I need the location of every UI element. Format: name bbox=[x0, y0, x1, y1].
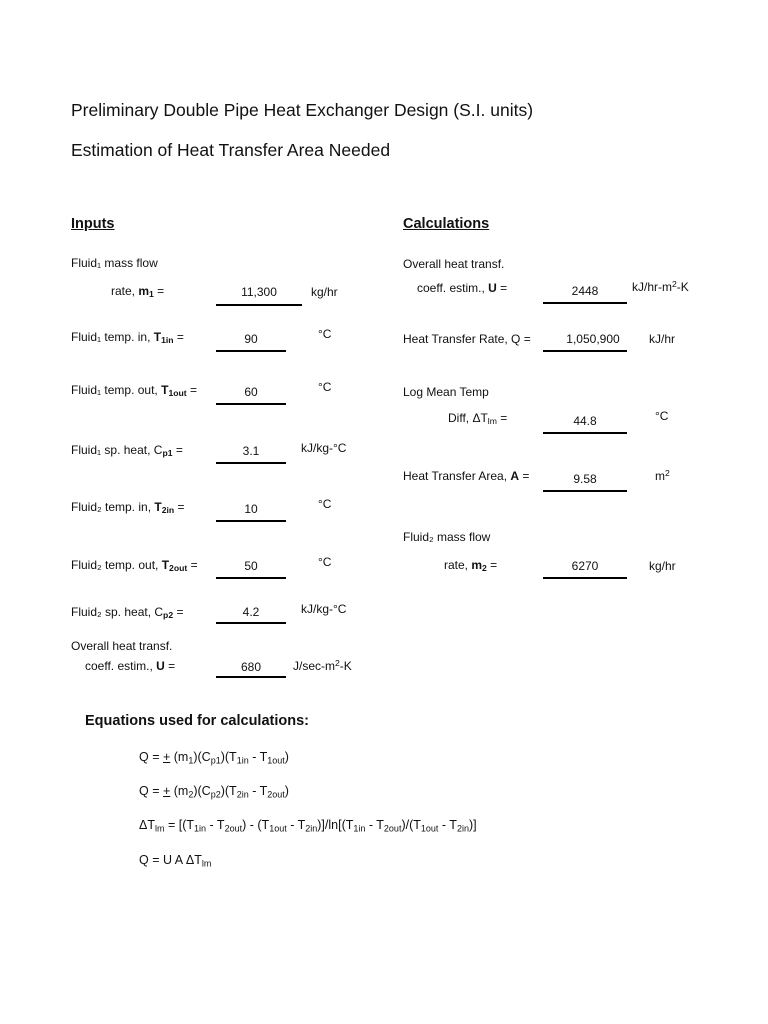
calc-lmtd-unit: °C bbox=[655, 409, 669, 423]
input-u-underline bbox=[216, 676, 286, 678]
input-m1-unit: kg/hr bbox=[311, 285, 338, 299]
calc-m2-label: rate, $m_2$ = bbox=[444, 558, 498, 574]
input-cp1-unit: kJ/kg-°C bbox=[301, 441, 347, 455]
calc-a-unit: $m^2$ bbox=[655, 468, 670, 483]
input-t2in-unit: °C bbox=[318, 497, 332, 511]
equations-heading: Equations used for calculations: bbox=[85, 713, 309, 729]
calc-m2-label-line1: Fluid₂ mass flow bbox=[403, 530, 491, 544]
input-m1-underline bbox=[216, 304, 302, 306]
input-cp1-label: Fluid₁ sp. heat, $C_{p1}$ = bbox=[71, 443, 183, 459]
calc-lmtd-value: 44.8 bbox=[573, 414, 597, 428]
input-cp2-label: Fluid₂ sp. heat, $C_{p2}$ = bbox=[71, 605, 184, 621]
input-t1out-underline bbox=[216, 403, 286, 405]
calc-q-label: Heat Transfer Rate, Q = bbox=[403, 332, 531, 346]
input-t2in-label: Fluid₂ temp. in, $T_{2in}$ = bbox=[71, 500, 185, 516]
input-t2out-unit: °C bbox=[318, 555, 332, 569]
input-t2out-value: 50 bbox=[244, 559, 258, 573]
page-title: Preliminary Double Pipe Heat Exchanger Design (S.I. units) bbox=[71, 100, 534, 120]
input-t1out-value: 60 bbox=[244, 385, 258, 399]
input-cp2-value: 4.2 bbox=[242, 605, 260, 619]
calc-a-label: Heat Transfer Area, A = bbox=[403, 469, 530, 483]
input-t1in-unit: °C bbox=[318, 327, 332, 341]
input-t2in-value: 10 bbox=[244, 502, 258, 516]
equation-3: $\Delta T_{lm} = [(T_{1in} - T_{2out}) - (T_{1out} - T_{2in})]/\ln[(T_{1in} - T_{2out})/(T_{1out} - T_{2in})]$ bbox=[139, 818, 477, 834]
input-u-label: coeff. estim., U = bbox=[85, 659, 176, 673]
calc-lmtd-underline bbox=[543, 432, 627, 434]
input-t1in-label: Fluid₁ temp. in, $T_{1in}$ = bbox=[71, 330, 184, 346]
page-subtitle: Estimation of Heat Transfer Area Needed bbox=[71, 140, 391, 160]
input-t1in-underline bbox=[216, 350, 286, 352]
calc-lmtd-label-line1: Log Mean Temp bbox=[403, 385, 489, 399]
calc-u-label-line1: Overall heat transf. bbox=[403, 257, 505, 271]
calc-u-underline bbox=[543, 302, 627, 304]
calc-q-unit: kJ/hr bbox=[649, 332, 676, 346]
calc-m2-unit: kg/hr bbox=[649, 559, 676, 573]
input-m1-label-line1: Fluid₁ mass flow bbox=[71, 256, 158, 270]
input-t1out-label: Fluid₁ temp. out, $T_{1out}$ = bbox=[71, 383, 197, 399]
input-u-value: 680 bbox=[240, 660, 262, 674]
calculations-heading: Calculations bbox=[403, 216, 490, 232]
equation-4: Q = U A $\Delta T_{lm}$ bbox=[139, 853, 212, 869]
equation-2: Q = + $(m_2)(C_{p2})(T_{2in} - T_{2out})$ bbox=[139, 784, 289, 800]
calc-m2-value: 6270 bbox=[571, 559, 599, 573]
input-t2out-underline bbox=[216, 577, 286, 579]
calc-q-value: 1,050,900 bbox=[566, 332, 620, 346]
calc-u-value: 2448 bbox=[571, 284, 599, 298]
input-t2out-label: Fluid₂ temp. out, $T_{2out}$ = bbox=[71, 558, 198, 574]
input-t2in-underline bbox=[216, 520, 286, 522]
calc-a-value: 9.58 bbox=[573, 472, 597, 486]
calc-u-label: coeff. estim., U = bbox=[417, 281, 508, 295]
input-m1-label: rate, $m_1$ = bbox=[111, 284, 165, 300]
calc-m2-underline bbox=[543, 577, 627, 579]
input-cp1-value: 3.1 bbox=[242, 444, 260, 458]
input-u-unit: $J/\sec-m^2-K$ bbox=[293, 658, 352, 673]
calc-q-underline bbox=[543, 350, 627, 352]
equation-1: Q = + $(m_1)(C_{p1})(T_{1in} - T_{1out})$ bbox=[139, 750, 289, 766]
calc-lmtd-label: Diff, $\Delta T_{lm}$ = bbox=[448, 411, 508, 427]
input-m1-value: 11,300 bbox=[241, 285, 277, 299]
input-t1in-value: 90 bbox=[244, 332, 258, 346]
input-cp2-unit: kJ/kg-°C bbox=[301, 602, 347, 616]
inputs-heading: Inputs bbox=[71, 216, 115, 232]
input-cp2-underline bbox=[216, 622, 286, 624]
input-cp1-underline bbox=[216, 462, 286, 464]
calc-a-underline bbox=[543, 490, 627, 492]
input-t1out-unit: °C bbox=[318, 380, 332, 394]
calc-u-unit: $kJ/hr-m^2-K$ bbox=[632, 279, 689, 294]
input-u-label-line1: Overall heat transf. bbox=[71, 639, 173, 653]
